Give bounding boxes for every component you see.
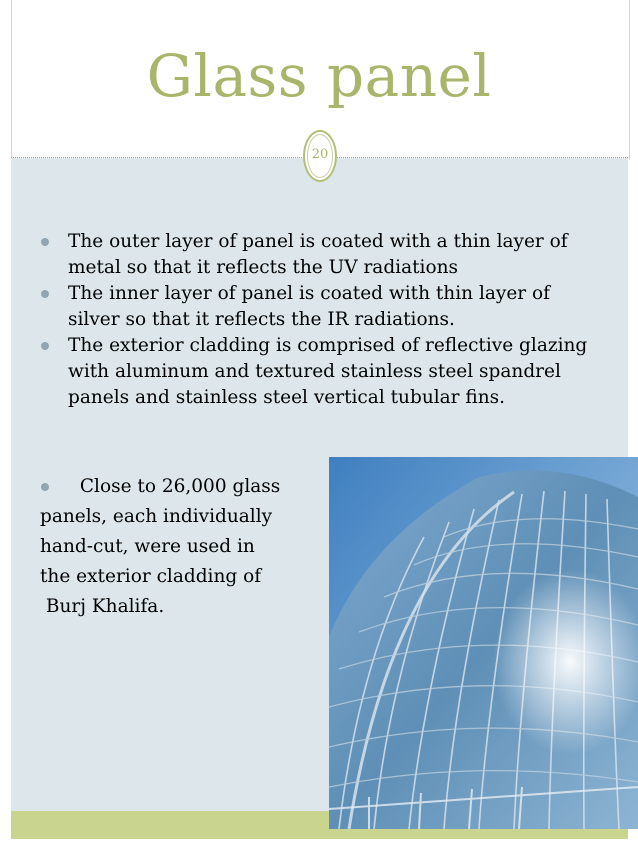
page-number-badge: [303, 130, 337, 182]
bullet-item: [40, 281, 600, 333]
bullet-item: [40, 333, 600, 411]
bullet-line: Burj Khalifa.: [40, 596, 165, 617]
bullet-line: the exterior cladding of: [40, 566, 262, 587]
bullet-text: The outer layer of panel is coated with a thin layer of metal so that it reflects the UV radiations: [68, 231, 568, 278]
burj-khalifa-image: [329, 457, 638, 829]
bullet-list: [40, 229, 600, 411]
bullet-item: [40, 229, 600, 281]
page-number: 20: [311, 147, 329, 162]
bullet-dot-icon: [41, 290, 49, 298]
bullet-text: The exterior cladding is comprised of reflective glazing with aluminum and textured stainless steel spandrel panels and stainless steel vertical tubular fins.: [68, 335, 588, 408]
bullet-text: The inner layer of panel is coated with thin layer of silver so that it reflects the IR radiations.: [68, 283, 550, 330]
bullet-line: hand-cut, were used in: [40, 536, 255, 557]
bullet-line-text: Close to 26,000 glass: [74, 476, 281, 497]
burj-khalifa-photo: [329, 457, 638, 829]
bullet-dot-icon: [41, 483, 49, 491]
bullet-line: [40, 472, 330, 502]
bullet-item-burj: [40, 472, 330, 622]
bullet-dot-icon: [41, 238, 49, 246]
bullet-dot-icon: [41, 342, 49, 350]
bullet-line: panels, each individually: [40, 506, 273, 527]
slide-title: Glass panel: [146, 42, 492, 110]
